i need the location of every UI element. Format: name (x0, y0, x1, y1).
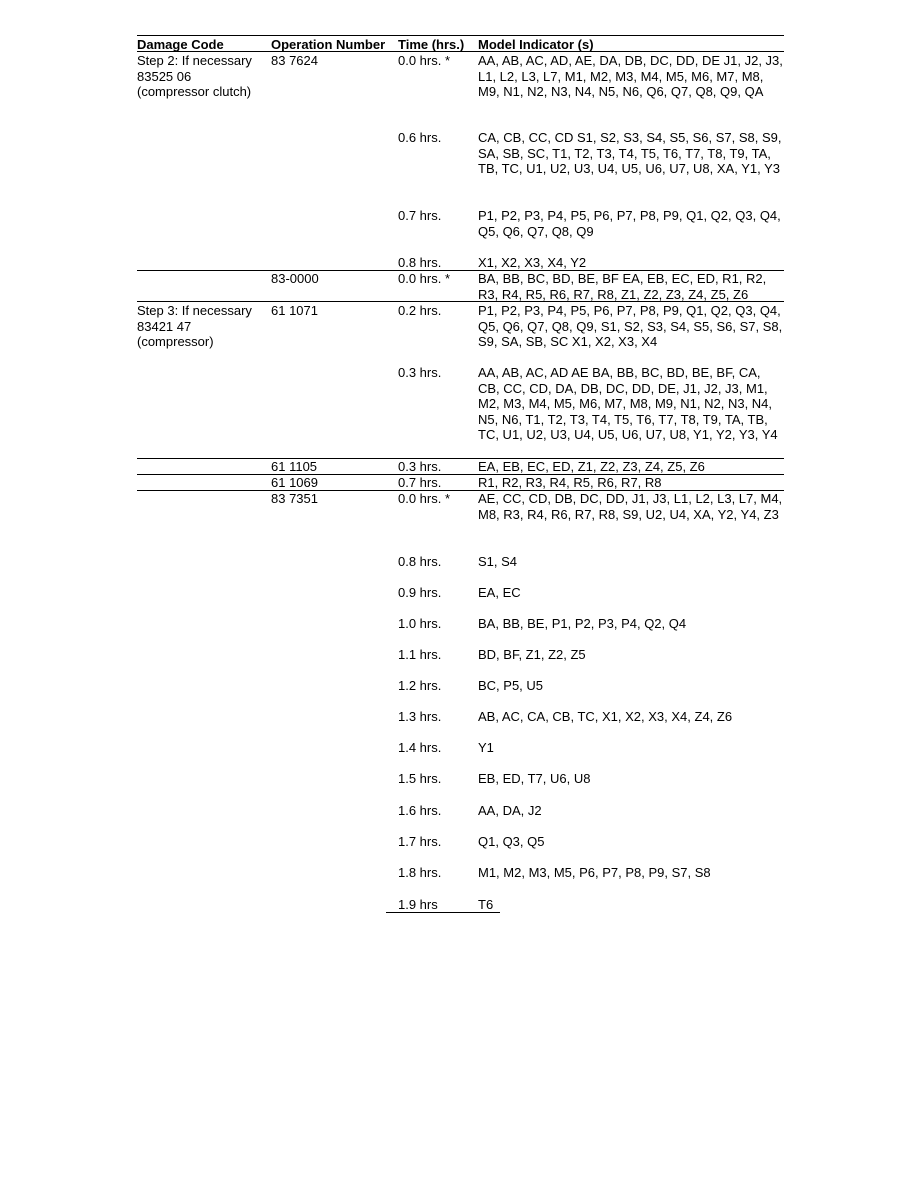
time-value: 0.9 hrs. (398, 585, 442, 600)
model-indicators: T6 (478, 897, 494, 912)
time-value: 1.4 hrs. (398, 740, 442, 755)
time-value: 0.0 hrs. * (398, 53, 451, 68)
model-indicators: R1, R2, R3, R4, R5, R6, R7, R8 (478, 475, 662, 490)
time-value: 1.0 hrs. (398, 616, 442, 631)
time-value: 0.3 hrs. (398, 365, 442, 380)
model-indicators: CA, CB, CC, CD S1, S2, S3, S4, S5, S6, S7, S8, S9, SA, SB, SC, T1, T2, T3, T4, T5, T6, T7, T8, T9, TA, TB, TC, U1, U2, U3, U4, U5, U6, U7, U8, XA, Y1, Y3 (478, 130, 782, 176)
time-value: 1.8 hrs. (398, 865, 442, 880)
operation-number: 83 7624 (271, 53, 318, 68)
model-indicators: S1, S4 (478, 554, 518, 569)
damage-code-step2 (137, 53, 267, 100)
time-value: 1.6 hrs. (398, 803, 442, 818)
model-indicators: BC, P5, U5 (478, 678, 544, 693)
model-indicators: AB, AC, CA, CB, TC, X1, X2, X3, X4, Z4, Z6 (478, 709, 733, 724)
model-indicators: BA, BB, BE, P1, P2, P3, P4, Q2, Q4 (478, 616, 687, 631)
damage-code-line: (compressor clutch) (137, 84, 252, 99)
header-damage-code: Damage Code (137, 37, 224, 52)
damage-code-line: Step 3: If necessary (137, 303, 252, 318)
model-indicators: M1, M2, M3, M5, P6, P7, P8, P9, S7, S8 (478, 865, 711, 880)
time-value: 0.8 hrs. (398, 255, 442, 270)
operation-number: 61 1069 (271, 475, 318, 490)
time-value: 0.7 hrs. (398, 475, 442, 490)
model-indicators: P1, P2, P3, P4, P5, P6, P7, P8, P9, Q1, Q2, Q3, Q4, Q5, Q6, Q7, Q8, Q9, S1, S2, S3, S4, S5, S6, S7, S8, S9, SA, SB, SC X1, X2, X3, X4 (478, 303, 783, 349)
damage-code-step3 (137, 303, 267, 350)
model-indicators: BA, BB, BC, BD, BE, BF EA, EB, EC, ED, R1, R2, R3, R4, R5, R6, R7, R8, Z1, Z2, Z3, Z4, Z5, Z6 (478, 271, 767, 302)
damage-code-line: 83421 47 (137, 318, 192, 334)
header-time: Time (hrs.) (398, 37, 465, 52)
model-indicators: BD, BF, Z1, Z2, Z5 (478, 647, 586, 662)
model-indicators: AA, DA, J2 (478, 803, 542, 818)
model-indicators: AA, AB, AC, AD, AE, DA, DB, DC, DD, DE J1, J2, J3, L1, L2, L3, L7, M1, M2, M3, M4, M5, M6, M7, M8, M9, N1, N2, N3, N4, N5, N6, Q6, Q7, Q8, Q9, QA (478, 53, 783, 99)
time-value: 1.2 hrs. (398, 678, 442, 693)
model-indicators: EB, ED, T7, U6, U8 (478, 771, 591, 786)
operation-number: 61 1071 (271, 303, 318, 318)
model-indicators: AA, AB, AC, AD AE BA, BB, BC, BD, BE, BF, CA, CB, CC, CD, DA, DB, DC, DD, DE, J1, J2, J3, M1, M2, M3, M4, M5, M6, M7, M8, M9, N1, N2, N3, N4, N5, N6, T1, T2, T3, T4, T5, T6, T7, T8, T9, TA, TB, TC, U1, U2, U3, U4, U5, U6, U7, U8, Y1, Y2, Y3, Y4 (478, 365, 778, 442)
model-indicators: EA, EB, EC, ED, Z1, Z2, Z3, Z4, Z5, Z6 (478, 459, 705, 474)
model-indicators: X1, X2, X3, X4, Y2 (478, 255, 587, 270)
table-top-rule (137, 35, 784, 36)
model-indicators: Q1, Q3, Q5 (478, 834, 545, 849)
operation-number: 61 1105 (271, 459, 318, 474)
time-value: 0.6 hrs. (398, 130, 442, 145)
time-value: 0.3 hrs. (398, 459, 442, 474)
model-indicators: AE, CC, CD, DB, DC, DD, J1, J3, L1, L2, L3, L7, M4, M8, R3, R4, R6, R7, R8, S9, U2, U4, XA, Y2, Y4, Z3 (478, 491, 783, 522)
model-indicators: Y1 (478, 740, 494, 755)
operation-number: 83 7351 (271, 491, 318, 506)
damage-code-line: Step 2: If necessary (137, 53, 252, 68)
time-value: 1.5 hrs. (398, 771, 442, 786)
time-value: 0.2 hrs. (398, 303, 442, 318)
time-value: 0.7 hrs. (398, 208, 442, 223)
damage-code-line: 83525 06 (137, 68, 192, 84)
time-value: 1.9 hrs (398, 897, 438, 912)
time-value: 0.8 hrs. (398, 554, 442, 569)
time-value: 1.7 hrs. (398, 834, 442, 849)
header-model-indicator: Model Indicator (s) (478, 37, 594, 52)
time-value: 0.0 hrs. * (398, 271, 451, 286)
time-value: 1.1 hrs. (398, 647, 442, 662)
time-value: 0.0 hrs. * (398, 491, 451, 506)
time-value: 1.3 hrs. (398, 709, 442, 724)
header-operation-number: Operation Number (271, 37, 386, 52)
damage-code-line: (compressor) (137, 334, 214, 349)
operation-number: 83-0000 (271, 271, 319, 286)
model-indicators: EA, EC (478, 585, 521, 600)
model-indicators: P1, P2, P3, P4, P5, P6, P7, P8, P9, Q1, Q2, Q3, Q4, Q5, Q6, Q7, Q8, Q9 (478, 208, 781, 239)
